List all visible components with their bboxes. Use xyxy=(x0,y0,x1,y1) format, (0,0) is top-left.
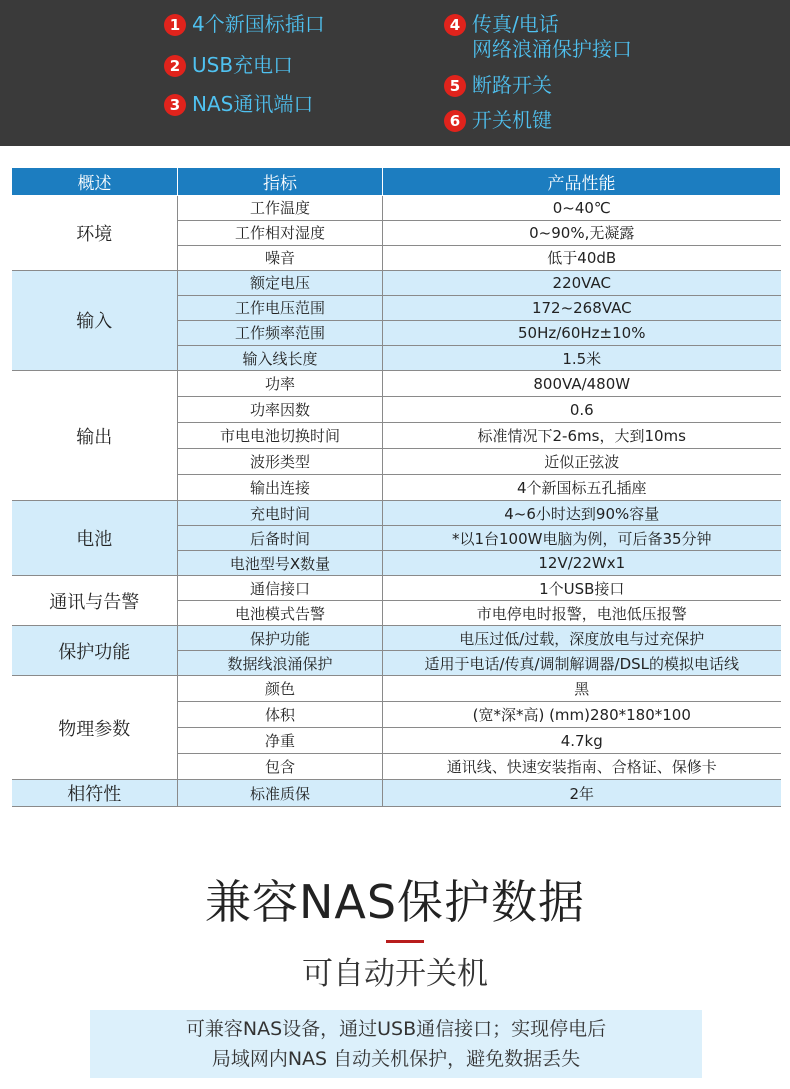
legend-item-3 xyxy=(164,92,313,117)
table-row xyxy=(12,576,781,601)
legend-label-line2: 网络浪涌保护接口 xyxy=(472,37,632,61)
feature-description-box xyxy=(90,1010,702,1078)
feature-title: 兼容NAS保护数据 xyxy=(204,875,586,929)
value-cell: 4个新国标五孔插座 xyxy=(383,475,781,501)
metric-cell: 输入线长度 xyxy=(178,346,383,371)
legend-label: 传真/电话 xyxy=(472,12,559,36)
category-cell: 物理参数 xyxy=(12,676,178,780)
legend-badge: 1 xyxy=(164,14,186,36)
metric-cell: 体积 xyxy=(178,702,383,728)
metric-cell: 包含 xyxy=(178,754,383,780)
metric-cell: 功率 xyxy=(178,371,383,397)
ports-legend-panel xyxy=(0,0,790,146)
category-cell: 环境 xyxy=(12,195,178,270)
metric-cell: 工作电压范围 xyxy=(178,295,383,320)
table-row xyxy=(12,501,781,526)
metric-cell: 保护功能 xyxy=(178,626,383,651)
metric-cell: 功率因数 xyxy=(178,397,383,423)
metric-cell: 后备时间 xyxy=(178,526,383,551)
legend-item-1 xyxy=(164,12,325,37)
legend-badge: 4 xyxy=(444,14,466,36)
feature-subtitle: 可自动开关机 xyxy=(302,956,488,992)
value-cell: 黑 xyxy=(383,676,781,702)
value-cell: *以1台100W电脑为例，可后备35分钟 xyxy=(383,526,781,551)
metric-cell: 净重 xyxy=(178,728,383,754)
legend-item-2 xyxy=(164,53,293,78)
value-cell: 2年 xyxy=(383,780,781,807)
spec-table xyxy=(11,168,781,807)
value-cell: 标准情况下2-6ms，大到10ms xyxy=(383,423,781,449)
category-cell: 相符性 xyxy=(12,780,178,807)
legend-badge: 3 xyxy=(164,94,186,116)
value-cell: 0~40℃ xyxy=(383,195,781,220)
category-cell: 电池 xyxy=(12,501,178,576)
metric-cell: 输出连接 xyxy=(178,475,383,501)
legend-label: NAS通讯端口 xyxy=(192,92,314,116)
metric-cell: 额定电压 xyxy=(178,270,383,295)
metric-cell: 标准质保 xyxy=(178,780,383,807)
value-cell: 1个USB接口 xyxy=(383,576,781,601)
value-cell: 低于40dB xyxy=(383,245,781,270)
value-cell: 0~90%,无凝露 xyxy=(383,220,781,245)
metric-cell: 颜色 xyxy=(178,676,383,702)
table-row xyxy=(12,676,781,702)
header-performance: 产品性能 xyxy=(383,168,781,195)
metric-cell: 电池模式告警 xyxy=(178,601,383,626)
table-row xyxy=(12,195,781,220)
header-overview: 概述 xyxy=(12,168,178,195)
value-cell: 50Hz/60Hz±10% xyxy=(383,320,781,345)
value-cell: 12V/22Wx1 xyxy=(383,551,781,576)
value-cell: 0.6 xyxy=(383,397,781,423)
metric-cell: 工作温度 xyxy=(178,195,383,220)
value-cell: 适用于电话/传真/调制解调器/DSL的模拟电话线 xyxy=(383,651,781,676)
metric-cell: 电池型号X数量 xyxy=(178,551,383,576)
metric-cell: 噪音 xyxy=(178,245,383,270)
category-cell: 保护功能 xyxy=(12,626,178,676)
metric-cell: 充电时间 xyxy=(178,501,383,526)
value-cell: 通讯线、快速安装指南、合格证、保修卡 xyxy=(383,754,781,780)
legend-label: 开关机键 xyxy=(472,108,552,132)
title-divider xyxy=(386,940,424,943)
category-cell: 通讯与告警 xyxy=(12,576,178,626)
metric-cell: 波形类型 xyxy=(178,449,383,475)
category-cell: 输出 xyxy=(12,371,178,501)
legend-item-5 xyxy=(444,73,552,98)
table-row xyxy=(12,270,781,295)
table-row xyxy=(12,780,781,807)
description-line-1: 可兼容NAS设备，通过USB通信接口；实现停电后 xyxy=(185,1018,607,1040)
metric-cell: 工作频率范围 xyxy=(178,320,383,345)
legend-label: 4个新国标插口 xyxy=(192,12,325,36)
value-cell: 800VA/480W xyxy=(383,371,781,397)
legend-label: USB充电口 xyxy=(192,53,294,77)
metric-cell: 市电电池切换时间 xyxy=(178,423,383,449)
description-line-2: 局域网内NAS 自动关机保护，避免数据丢失 xyxy=(211,1048,581,1070)
value-cell: 市电停电时报警，电池低压报警 xyxy=(383,601,781,626)
header-metric: 指标 xyxy=(178,168,383,195)
value-cell: 4.7kg xyxy=(383,728,781,754)
metric-cell: 数据线浪涌保护 xyxy=(178,651,383,676)
metric-cell: 通信接口 xyxy=(178,576,383,601)
value-cell: 电压过低/过载，深度放电与过充保护 xyxy=(383,626,781,651)
value-cell: (宽*深*高) (mm)280*180*100 xyxy=(383,702,781,728)
value-cell: 1.5米 xyxy=(383,346,781,371)
legend-item-4 xyxy=(444,12,632,62)
table-row xyxy=(12,371,781,397)
value-cell: 172~268VAC xyxy=(383,295,781,320)
value-cell: 近似正弦波 xyxy=(383,449,781,475)
legend-item-6 xyxy=(444,108,552,133)
legend-badge: 2 xyxy=(164,55,186,77)
category-cell: 输入 xyxy=(12,270,178,371)
legend-badge: 5 xyxy=(444,75,466,97)
legend-badge: 6 xyxy=(444,110,466,132)
table-row xyxy=(12,626,781,651)
metric-cell: 工作相对湿度 xyxy=(178,220,383,245)
legend-label: 断路开关 xyxy=(472,73,552,97)
value-cell: 4~6小时达到90%容量 xyxy=(383,501,781,526)
value-cell: 220VAC xyxy=(383,270,781,295)
spec-table-header xyxy=(12,168,781,195)
